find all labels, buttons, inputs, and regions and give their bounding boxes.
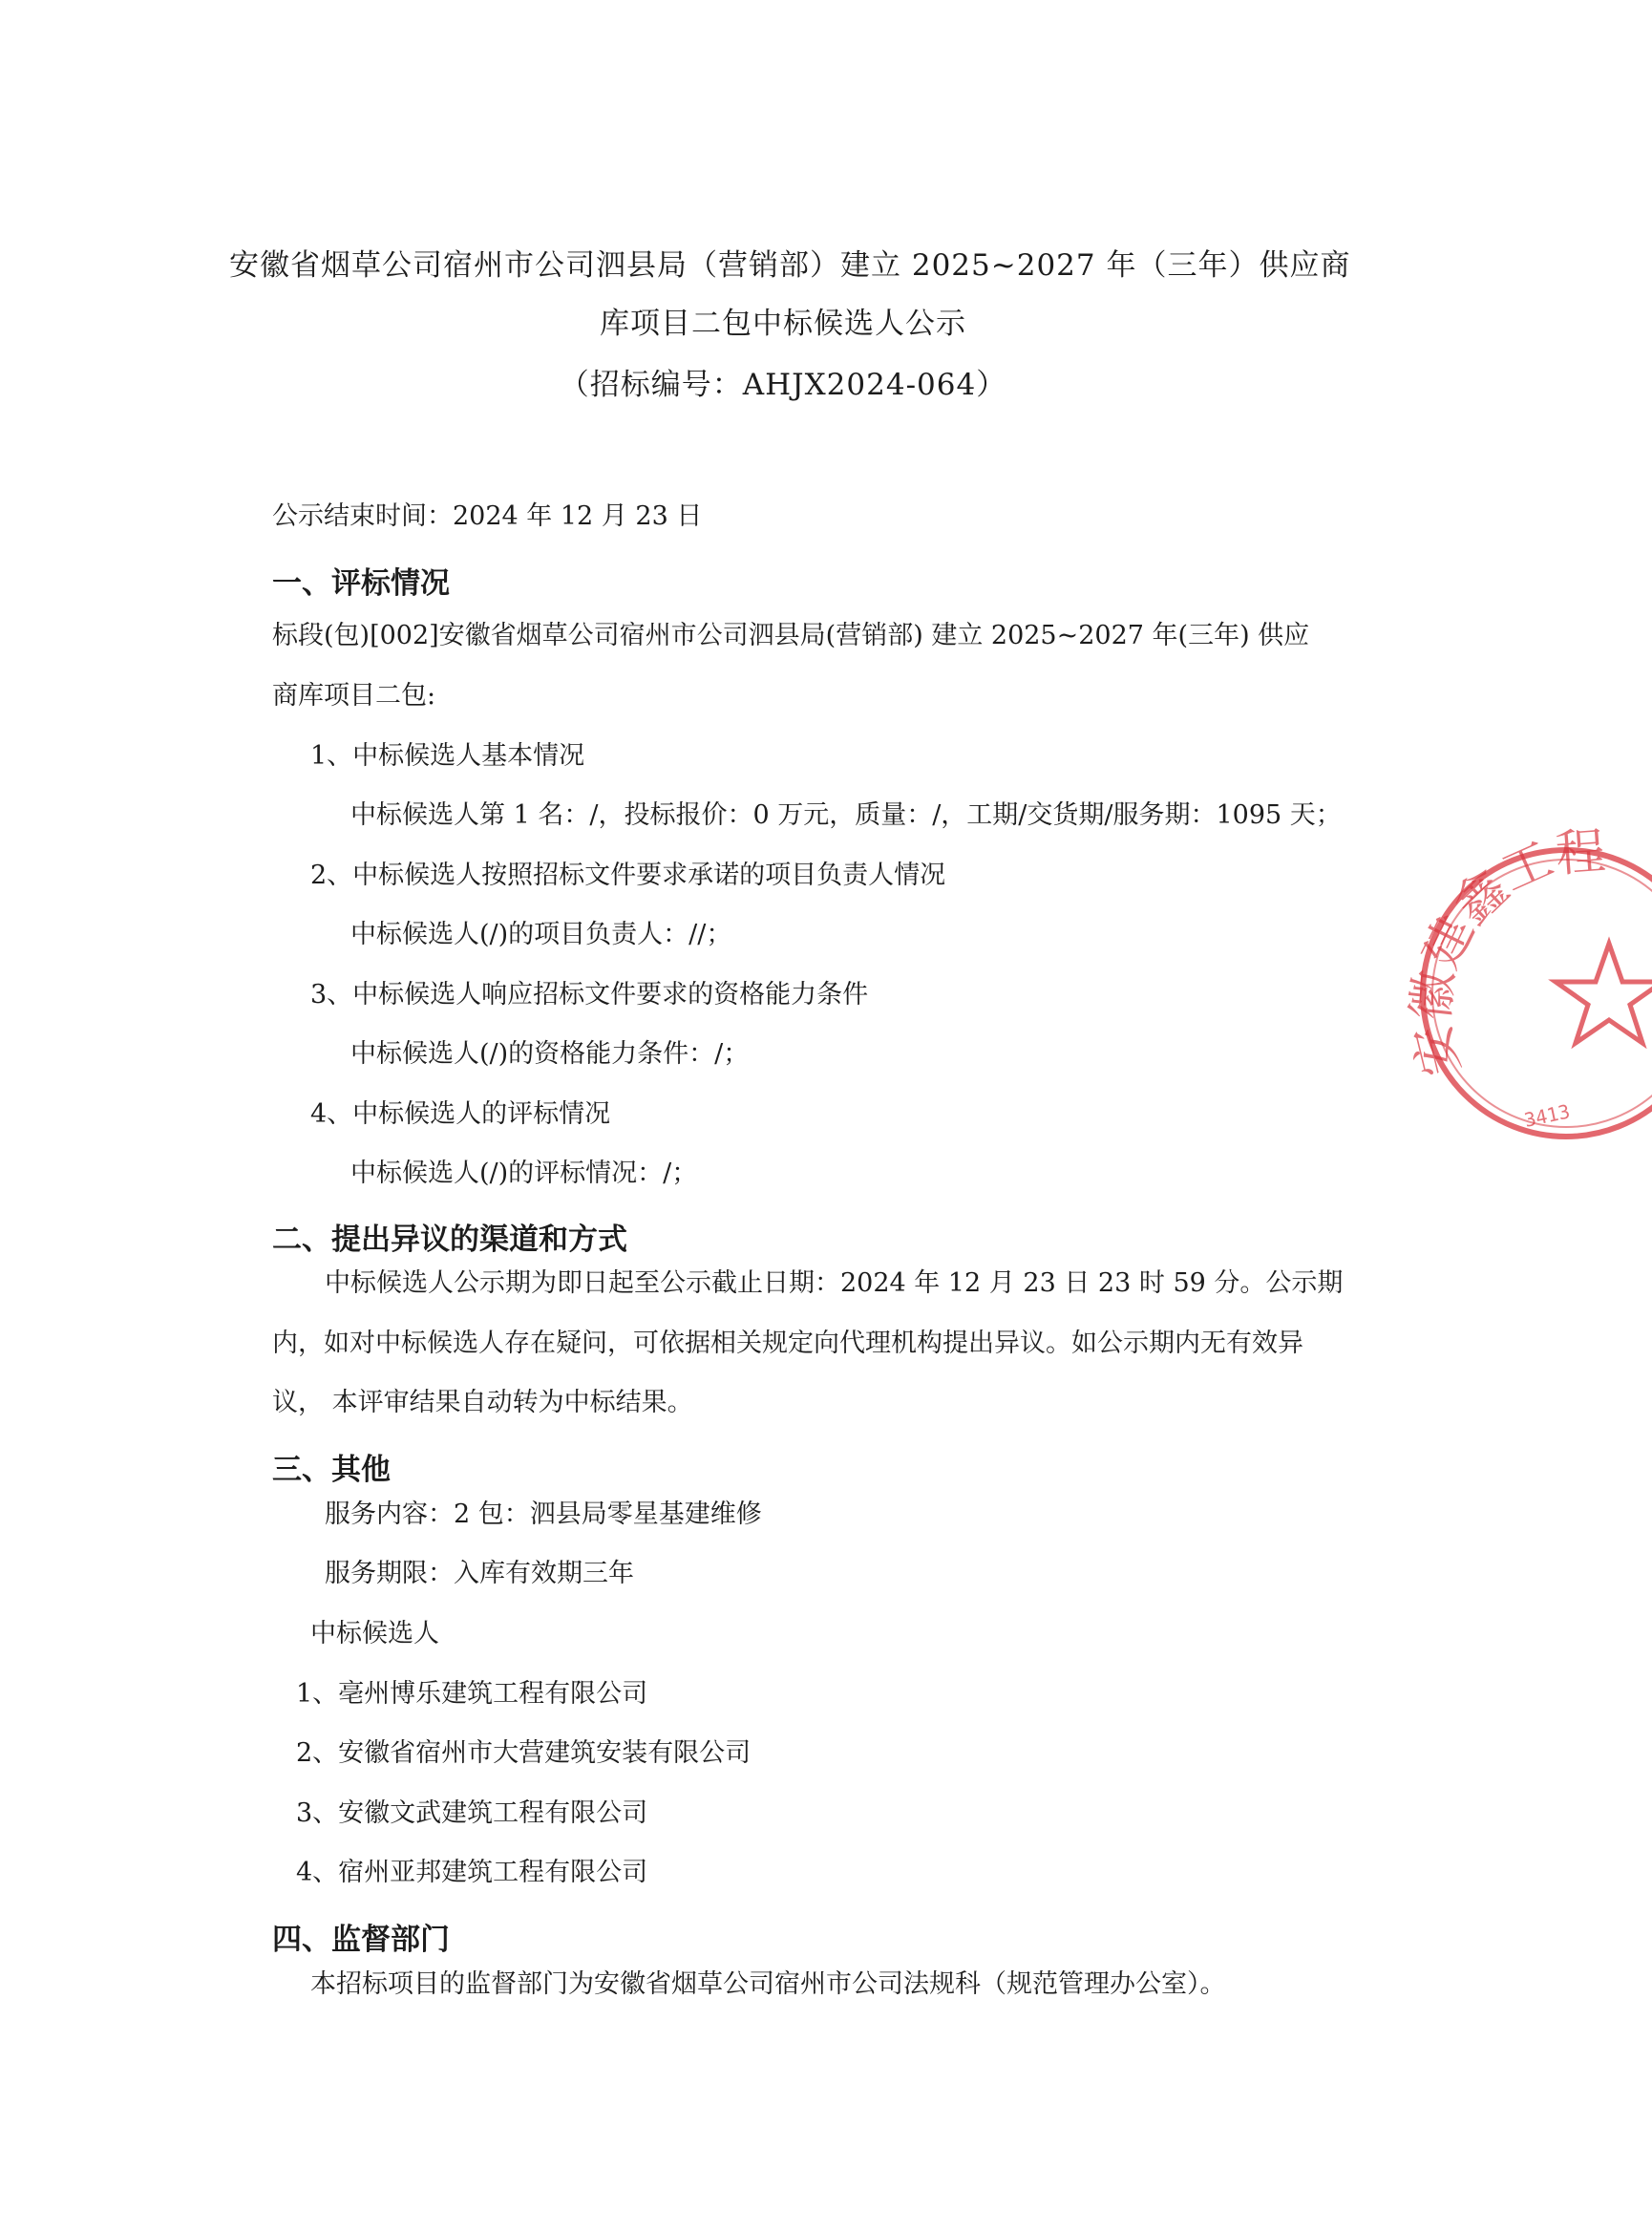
item4-text: 中标候选人(/)的评标情况：/； — [350, 1159, 698, 1188]
item2-title: 2、中标候选人按照招标文件要求承诺的项目负责人情况 — [310, 861, 946, 890]
section4-heading: 四、监督部门 — [272, 1923, 450, 1957]
service-content: 服务内容：2 包：泗县局零星基建维修 — [325, 1499, 762, 1529]
section3-heading: 三、其他 — [272, 1453, 391, 1487]
end-time: 公示结束时间：2024 年 12 月 23 日 — [272, 501, 703, 531]
section2-para-line1: 中标候选人公示期为即日起至公示截止日期：2024 年 12 月 23 日 23 时 59 分。公示期 — [325, 1268, 1344, 1298]
section1-heading: 一、评标情况 — [272, 566, 450, 601]
candidate-item: 2、安徽省宿州市大营建筑安装有限公司 — [296, 1738, 752, 1768]
item1-title: 1、中标候选人基本情况 — [310, 741, 585, 771]
candidates-label: 中标候选人 — [310, 1619, 439, 1648]
svg-text:安徽建鑫工程咨 — [1379, 786, 1607, 1081]
item2-text: 中标候选人(/)的项目负责人：//； — [350, 920, 732, 949]
item3-text: 中标候选人(/)的资格能力条件：/； — [350, 1039, 750, 1069]
item4-title: 4、中标候选人的评标情况 — [310, 1099, 611, 1129]
title-line-3: （招标编号：AHJX2024-064） — [559, 368, 1007, 402]
service-period: 服务期限：入库有效期三年 — [325, 1559, 634, 1588]
supervision-text: 本招标项目的监督部门为安徽省烟草公司宿州市公司法规科（规范管理办公室）。 — [310, 1969, 1226, 1999]
title-line-1: 安徽省烟草公司宿州市公司泗县局（营销部）建立 2025~2027 年（三年）供应商 — [229, 248, 1351, 283]
candidate-item: 3、安徽文武建筑工程有限公司 — [296, 1798, 648, 1828]
candidate-item: 4、宿州亚邦建筑工程有限公司 — [296, 1858, 648, 1887]
section2-para-line2: 内，如对中标候选人存在疑问，可依据相关规定向代理机构提出异议。如公示期内无有效异 — [272, 1329, 1303, 1358]
seal-number: 3413 — [1522, 1099, 1573, 1132]
section2-heading: 二、提出异议的渠道和方式 — [272, 1223, 627, 1257]
section1-para-line2: 商库项目二包: — [272, 681, 436, 711]
section2-para-line3: 议， 本评审结果自动转为中标结果。 — [272, 1388, 693, 1417]
candidate-item: 1、亳州博乐建筑工程有限公司 — [296, 1679, 648, 1709]
section1-para-line1: 标段(包)[002]安徽省烟草公司宿州市公司泗县局(营销部) 建立 2025~2027 年(三年) 供应 — [272, 621, 1310, 650]
seal-text: 安徽建鑫工程咨 — [1378, 786, 1608, 1081]
item1-text: 中标候选人第 1 名：/，投标报价：0 万元，质量：/，工期/交货期/服务期：1095 天； — [350, 800, 1342, 830]
item3-title: 3、中标候选人响应招标文件要求的资格能力条件 — [310, 980, 869, 1010]
title-line-2: 库项目二包中标候选人公示 — [600, 307, 966, 341]
company-seal-stamp — [1378, 786, 1652, 1146]
